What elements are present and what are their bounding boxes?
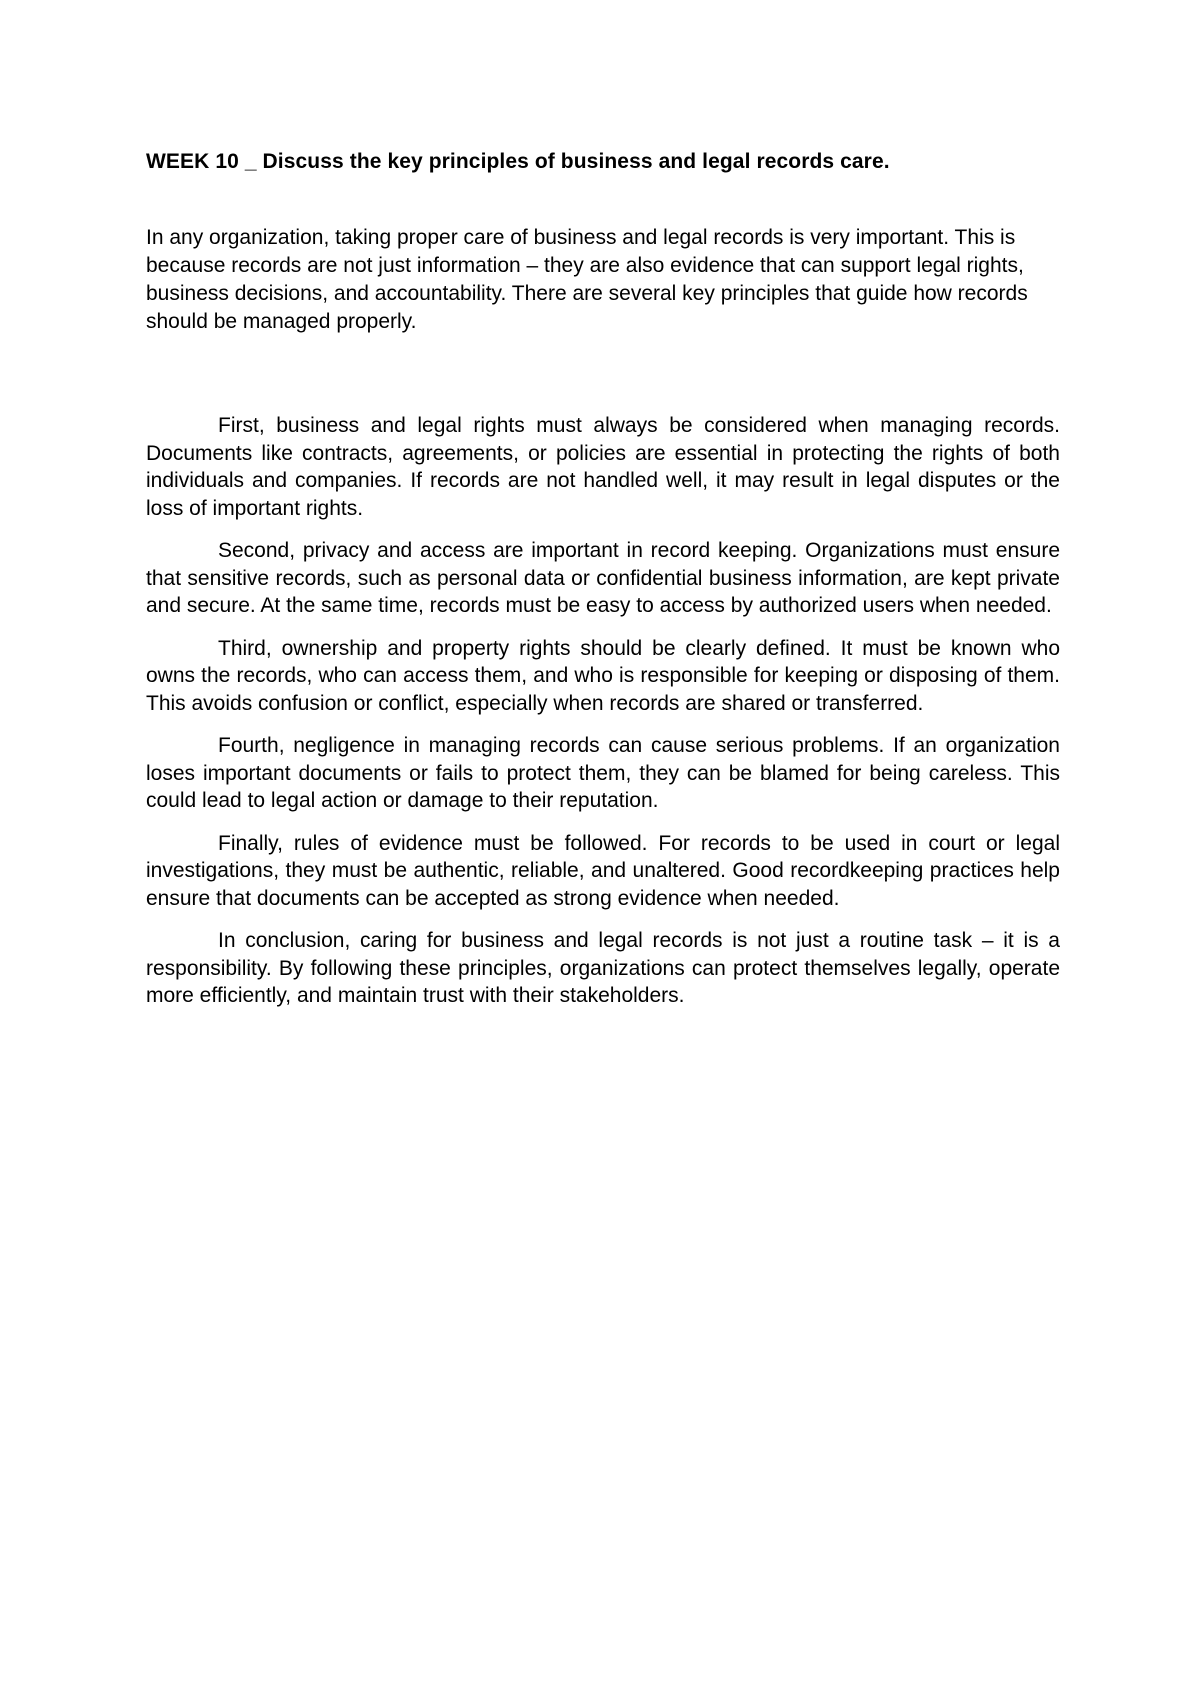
paragraph-conclusion: In conclusion, caring for business and legal records is not just a routine task – it is a responsibility. By following these principles, organizations can protect themselves legally, operate more efficiently, and maintain trust with their stakeholders. [146,929,1060,1007]
document-title: WEEK 10 _ Discuss the key principles of business and legal records care. [146,150,890,173]
paragraph-negligence: Fourth, negligence in managing records can cause serious problems. If an organization loses important documents or fails to protect them, they can be blamed for being careless. This could lead to legal action or damage to their reputation. [146,734,1060,812]
paragraph-privacy-access: Second, privacy and access are important in record keeping. Organizations must ensure that sensitive records, such as personal data or confidential business information, are kept private and secure. At the same time, records must be easy to access by authorized users when needed. [146,539,1060,617]
paragraph-ownership: Third, ownership and property rights should be clearly defined. It must be known who owns the records, who can access them, and who is responsible for keeping or disposing of them. This avoids confusion or conflict, especially when records are shared or transferred. [146,636,1060,715]
paragraph-evidence: Finally, rules of evidence must be followed. For records to be used in court or legal investigations, they must be authentic, reliable, and unaltered. Good recordkeeping practices help ensure that documents can be accepted as strong evidence when needed. [146,831,1060,910]
document-body [146,148,1060,1010]
paragraph-rights: First, business and legal rights must always be considered when managing records. Documents like contracts, agreements, or policies are essential in protecting the rights of both individuals and companies. If records are not handled well, it may result in legal disputes or the loss of important rights. [146,414,1060,520]
intro-paragraph: In any organization, taking proper care of business and legal records is very important. This is because records are not just information – they are also evidence that can support legal rights, business decisions, and accountability. There are several key principles that guide how records should be managed properly. [146,226,1028,333]
